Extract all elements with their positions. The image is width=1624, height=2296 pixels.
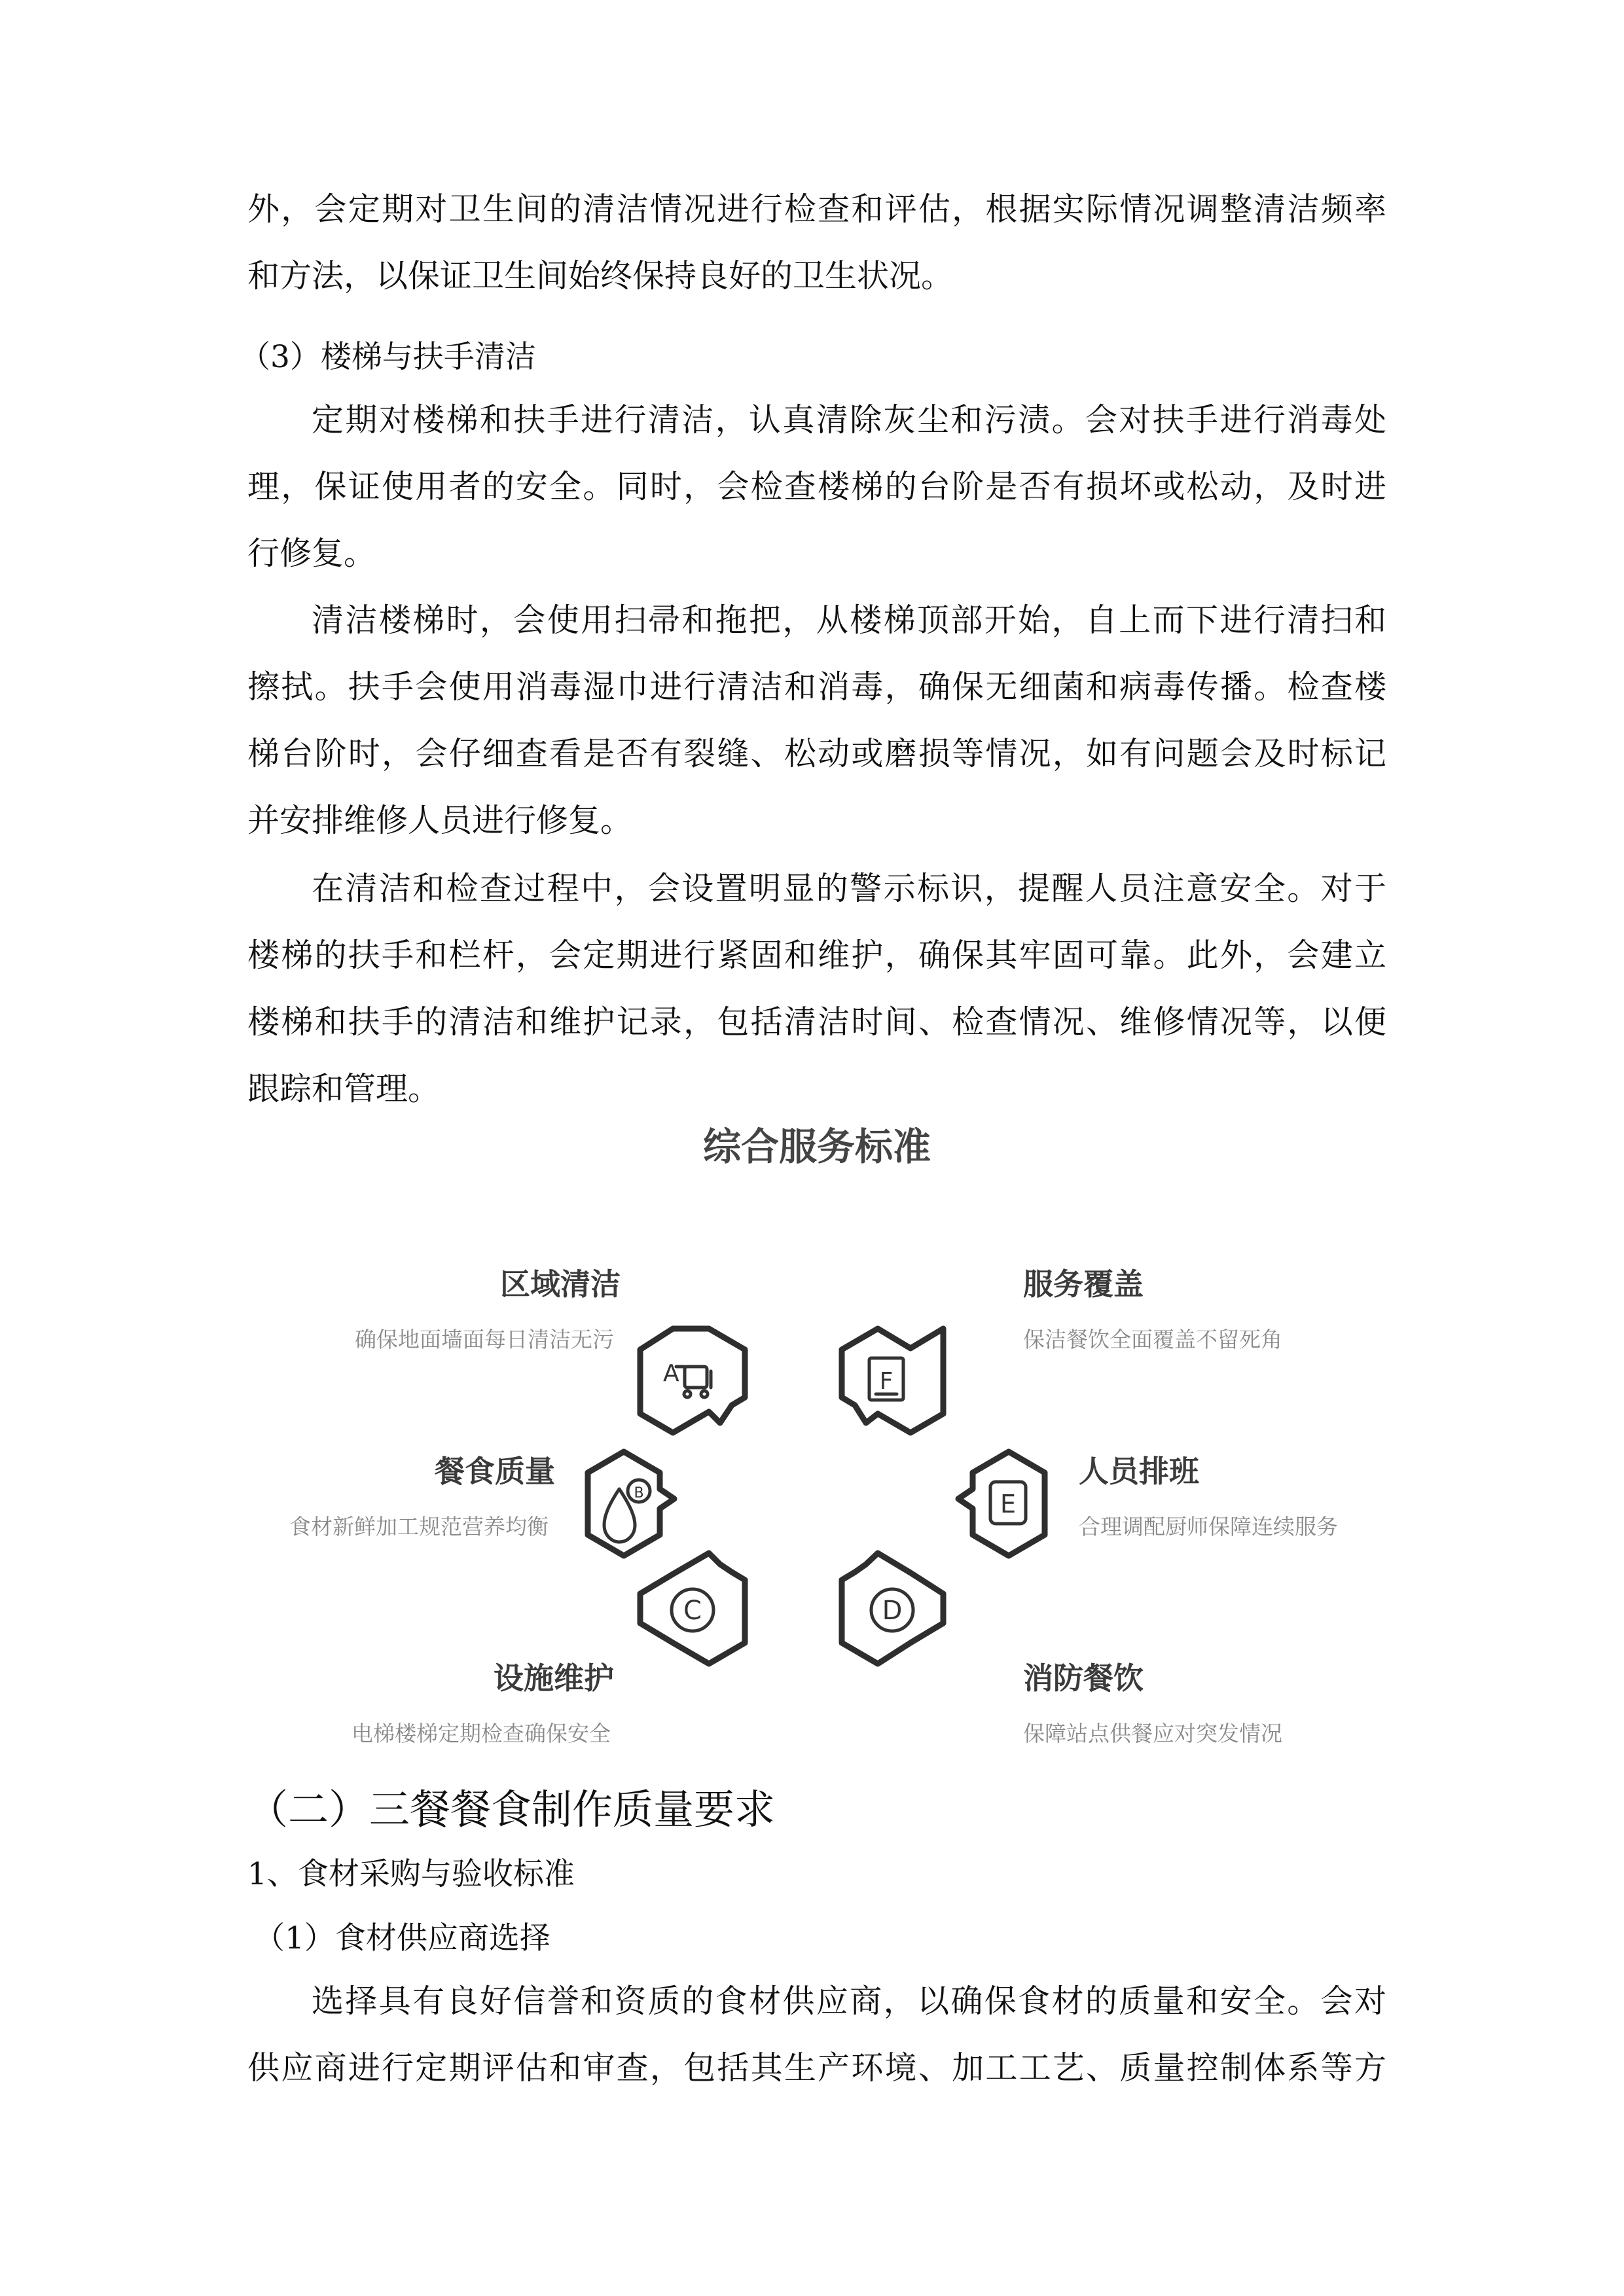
text-line: 行修复。 <box>247 535 376 572</box>
item-label-fire-catering: 消防餐饮 <box>1023 1660 1144 1696</box>
item-desc-area-cleaning: 确保地面墙面每日清洁无污 <box>355 1327 614 1352</box>
item-label-staff-scheduling: 人员排班 <box>1079 1454 1199 1489</box>
text-line: 理，保证使用者的安全。同时，会检查楼梯的台阶是否有损坏或松动，及时进 <box>247 468 1386 505</box>
hexagon-area-cleaning <box>640 1329 745 1433</box>
svg-text:F: F <box>879 1368 893 1395</box>
subsection-heading: 1、食材采购与验收标准 <box>247 1856 575 1892</box>
text-line: 在清洁和检查过程中，会设置明显的警示标识，提醒人员注意安全。对于 <box>312 870 1386 907</box>
item-desc-meal-quality: 食材新鲜加工规范营养均衡 <box>289 1514 549 1539</box>
hexagon-service-coverage <box>842 1329 943 1433</box>
item-desc-service-coverage: 保洁餐饮全面覆盖不留死角 <box>1023 1327 1282 1352</box>
svg-text:A: A <box>663 1360 679 1387</box>
item-label-meal-quality: 餐食质量 <box>435 1454 555 1489</box>
text-line: 楼梯的扶手和栏杆，会定期进行紧固和维护，确保其牢固可靠。此外，会建立 <box>247 937 1386 974</box>
text-line: 选择具有良好信誉和资质的食材供应商，以确保食材的质量和安全。会对 <box>312 1982 1386 2020</box>
svg-text:C: C <box>683 1596 702 1626</box>
hexagon-staff-scheduling <box>958 1452 1045 1556</box>
hexagon-fire-catering <box>842 1553 943 1664</box>
item-label-area-cleaning: 区域清洁 <box>500 1266 621 1302</box>
section-heading: （二）三餐餐食制作质量要求 <box>247 1785 776 1833</box>
text-line: 外，会定期对卫生间的清洁情况进行检查和评估，根据实际情况调整清洁频率 <box>247 190 1386 228</box>
text-line: 供应商进行定期评估和审查，包括其生产环境、加工工艺、质量控制体系等方 <box>247 2049 1386 2087</box>
subsection-heading: （3）楼梯与扶手清洁 <box>240 339 536 375</box>
text-line: 和方法，以保证卫生间始终保持良好的卫生状况。 <box>247 257 954 295</box>
item-desc-facility-maintenance: 电梯楼梯定期检查确保安全 <box>352 1721 611 1746</box>
text-line: 清洁楼梯时，会使用扫帚和拖把，从楼梯顶部开始，自上而下进行清扫和 <box>312 601 1386 639</box>
item-desc-staff-scheduling: 合理调配厨师保障连续服务 <box>1079 1514 1338 1539</box>
service-standards-diagram <box>247 1106 1386 1748</box>
svg-text:D: D <box>882 1596 903 1626</box>
text-line: 楼梯和扶手的清洁和维护记录，包括清洁时间、检查情况、维修情况等，以便 <box>247 1003 1386 1041</box>
svg-text:E: E <box>1000 1490 1017 1518</box>
text-line: 并安排维修人员进行修复。 <box>247 802 633 839</box>
text-line: 跟踪和管理。 <box>247 1070 441 1107</box>
hexagon-meal-quality <box>588 1452 674 1556</box>
item-label-service-coverage: 服务覆盖 <box>1023 1266 1144 1302</box>
item-desc-fire-catering: 保障站点供餐应对突发情况 <box>1023 1721 1282 1746</box>
hexagon-facility-maintenance <box>640 1553 745 1664</box>
text-line: 梯台阶时，会仔细查看是否有裂缝、松动或磨损等情况，如有问题会及时标记 <box>247 735 1386 772</box>
subsection-heading: （1）食材供应商选择 <box>254 1920 550 1956</box>
svg-text:B: B <box>634 1485 644 1501</box>
diagram-title: 综合服务标准 <box>702 1124 931 1169</box>
item-label-facility-maintenance: 设施维护 <box>494 1660 614 1696</box>
text-line: 定期对楼梯和扶手进行清洁，认真清除灰尘和污渍。会对扶手进行消毒处 <box>312 401 1386 439</box>
text-line: 擦拭。扶手会使用消毒湿巾进行清洁和消毒，确保无细菌和病毒传播。检查楼 <box>247 668 1386 706</box>
